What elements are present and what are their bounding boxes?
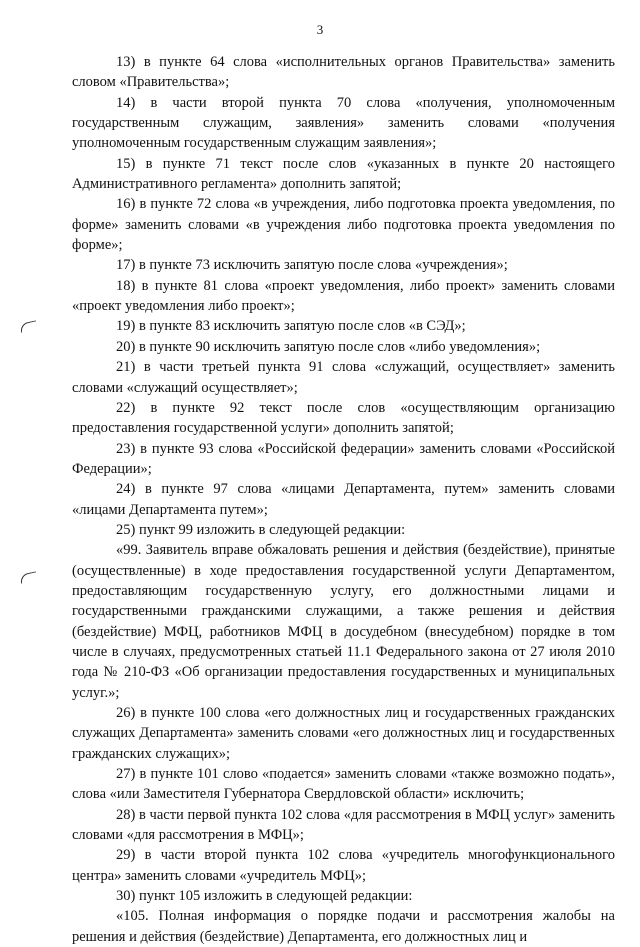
paragraph: 22) в пункте 92 текст после слов «осуществляющим организацию предоставления государственной услуги» дополнить запятой; bbox=[72, 399, 615, 437]
paragraph: «99. Заявитель вправе обжаловать решения и действия (бездействие), принятые (осуществленные) в ходе предоставления государственной услуги Департаментом, предоставляющим государственную услугу, его должностными лицами и государственными гражданскими служащими, а также решения и действия (бездействие) МФЦ, работников МФЦ в досудебном (внесудебном) порядке в том числе в случаях, предусмотренных статьей 11.1 Федерального закона от 27 июля 2010 года № 210-ФЗ «Об организации предоставления государственных и муниципальных услуг.»; bbox=[72, 542, 615, 701]
paragraph: 15) в пункте 71 текст после слов «указанных в пункте 20 настоящего Административного регламента» дополнить запятой; bbox=[72, 155, 615, 193]
paragraph: 14) в части второй пункта 70 слова «получения, уполномоченным государственным служащим, заявления» заменить словами «получения уполномоченным государственным служащим заявления»; bbox=[72, 94, 615, 152]
paragraph: 18) в пункте 81 слова «проект уведомления, либо проект» заменить словами «проект уведомления либо проект»; bbox=[72, 277, 615, 315]
paragraph: 25) пункт 99 изложить в следующей редакции: bbox=[116, 521, 406, 538]
paragraph: 26) в пункте 100 слова «его должностных лиц и государственных гражданских служащих Департамента» заменить словами «его должностных лиц и государственных гражданских служащих»; bbox=[72, 705, 615, 762]
margin-pen-mark bbox=[19, 320, 37, 332]
paragraph: 16) в пункте 72 слова «в учреждения, либо подготовка проекта уведомления, по форме» заменить словами «в учреждения либо подготовка проекта уведомления по форме»; bbox=[72, 196, 615, 254]
paragraph: 21) в части третьей пункта 91 слова «служащий, осуществляет» заменить словами «служащий осуществляет»; bbox=[72, 359, 615, 396]
paragraph: 23) в пункте 93 слова «Российской федерации» заменить словами «Российской Федерации»; bbox=[72, 440, 615, 477]
paragraph: 29) в части второй пункта 102 слова «учредитель многофункционального центра» заменить словами «учредитель МФЦ»; bbox=[72, 847, 615, 884]
page-number: 3 bbox=[316, 22, 324, 37]
paragraph: 19) в пункте 83 исключить запятую после слов «в СЭД»; bbox=[116, 318, 466, 335]
paragraph: 20) в пункте 90 исключить запятую после слов «либо уведомления»; bbox=[116, 338, 541, 355]
paragraph: 17) в пункте 73 исключить запятую после слова «учреждения»; bbox=[116, 257, 508, 274]
paragraph: 28) в части первой пункта 102 слова «для рассмотрения в МФЦ услуг» заменить словами «для рассмотрения в МФЦ»; bbox=[72, 806, 615, 844]
paragraph: 24) в пункте 97 слова «лицами Департамента, путем» заменить словами «лицами Департамента путем»; bbox=[72, 481, 615, 518]
paragraph: «105. Полная информация о порядке подачи и рассмотрения жалобы на решения и действия (бездействие) Департамента, его должностных лиц и bbox=[72, 908, 615, 945]
paragraph: 13) в пункте 64 слова «исполнительных органов Правительства» заменить словом «Правительства»; bbox=[72, 54, 615, 91]
document-body bbox=[72, 52, 615, 947]
paragraph: 27) в пункте 101 слово «подается» заменить словами «также возможно подать», слова «или Заместителя Губернатора Свердловской области» исключить; bbox=[72, 766, 615, 803]
paragraph: 30) пункт 105 изложить в следующей редакции: bbox=[116, 888, 413, 905]
margin-pen-mark bbox=[19, 571, 37, 583]
